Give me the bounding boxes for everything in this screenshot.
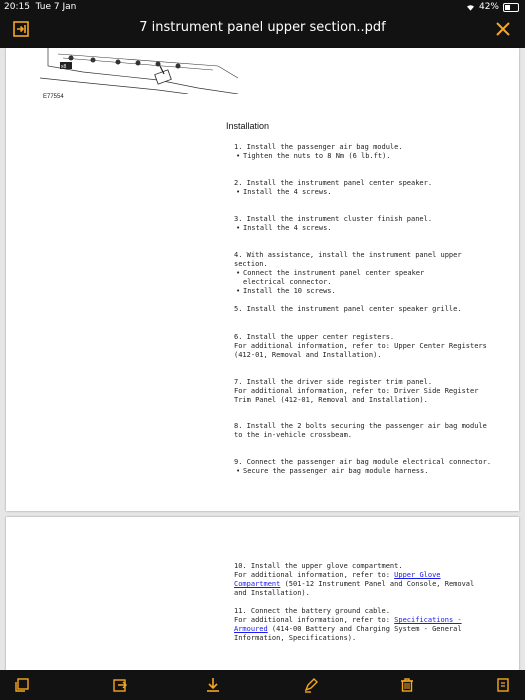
step-substep: • Install the 4 screws. bbox=[234, 224, 494, 233]
upper-glove-compartment-link[interactable]: Upper Glove Compartment bbox=[234, 571, 441, 588]
step-substep: • Install the 10 screws. bbox=[234, 287, 494, 296]
step-text: 4. With assistance, install the instrument panel upper section. bbox=[234, 251, 462, 268]
step-11 bbox=[234, 607, 479, 643]
status-time: 20:15 bbox=[4, 2, 30, 12]
step-reference: For additional information, refer to: Driver Side Register Trim Panel (412-01, Removal and Installation). bbox=[234, 387, 479, 404]
bookmark-icon[interactable] bbox=[495, 677, 511, 693]
top-bar bbox=[0, 0, 525, 48]
illustration-label: E77554 bbox=[43, 94, 64, 100]
battery-percent: 42% bbox=[478, 2, 499, 12]
step-reference: For additional information, refer to: Upper Center Registers (412-01, Removal and Installation). bbox=[234, 342, 487, 359]
reference-suffix: (501-12 Instrument Panel and Console, Removal and Installation). bbox=[234, 580, 475, 597]
status-indicators bbox=[466, 2, 519, 12]
step-reference bbox=[234, 616, 479, 643]
duplicate-icon[interactable] bbox=[14, 677, 30, 693]
step-text: 1. Install the passenger air bag module. bbox=[234, 143, 403, 151]
reference-prefix: For additional information, refer to: bbox=[234, 571, 395, 579]
step-text: 8. Install the 2 bolts securing the passenger air bag module to the in-vehicle crossbeam. bbox=[234, 422, 487, 439]
step-9 bbox=[234, 458, 494, 476]
illustration-icon bbox=[38, 48, 243, 94]
step-3 bbox=[234, 215, 494, 233]
step-substep: • Tighten the nuts to 8 Nm (6 lb.ft). bbox=[234, 152, 494, 161]
specifications-armoured-link[interactable]: Specifications - Armoured bbox=[234, 616, 462, 633]
reference-suffix: (414-00 Battery and Charging System - General Information, Specifications). bbox=[234, 625, 462, 642]
step-substep: • Install the 4 screws. bbox=[234, 188, 494, 197]
wifi-icon bbox=[466, 4, 475, 11]
pdf-page-1[interactable] bbox=[6, 48, 519, 511]
step-text: 3. Install the instrument cluster finish panel. bbox=[234, 215, 433, 223]
step-8 bbox=[234, 422, 494, 440]
step-text: 5. Install the instrument panel center speaker grille. bbox=[234, 305, 462, 313]
step-substep: • Connect the instrument panel center speaker electrical connector. bbox=[234, 269, 453, 287]
reference-prefix: For additional information, refer to: bbox=[234, 616, 395, 624]
step-text: 2. Install the instrument panel center speaker. bbox=[234, 179, 433, 187]
illustration-tag: x8 bbox=[61, 64, 67, 70]
status-date: Tue 7 Jan bbox=[35, 2, 77, 12]
step-5 bbox=[234, 305, 494, 314]
section-heading: Installation bbox=[226, 121, 270, 131]
step-1 bbox=[234, 143, 494, 161]
battery-icon bbox=[503, 3, 519, 12]
download-icon[interactable] bbox=[205, 677, 221, 693]
status-clock bbox=[4, 2, 76, 12]
step-2 bbox=[234, 179, 494, 197]
step-reference bbox=[234, 571, 479, 598]
step-text: 7. Install the driver side register trim panel. bbox=[234, 378, 433, 386]
step-substep: • Secure the passenger air bag module harness. bbox=[234, 467, 494, 476]
trash-icon[interactable] bbox=[399, 677, 415, 693]
step-text: 9. Connect the passenger air bag module electrical connector. bbox=[234, 458, 492, 466]
share-icon[interactable] bbox=[112, 677, 128, 693]
annotate-icon[interactable] bbox=[303, 677, 319, 693]
bottom-toolbar bbox=[0, 670, 525, 700]
step-text: 6. Install the upper center registers. bbox=[234, 333, 395, 341]
close-button[interactable] bbox=[495, 21, 511, 37]
step-4 bbox=[234, 251, 494, 296]
step-text: 11. Connect the battery ground cable. bbox=[234, 607, 390, 615]
step-10 bbox=[234, 562, 479, 598]
step-text: 10. Install the upper glove compartment. bbox=[234, 562, 403, 570]
step-7 bbox=[234, 378, 494, 405]
step-6 bbox=[234, 333, 494, 360]
document-title: 7 instrument panel upper section..pdf bbox=[139, 20, 386, 35]
